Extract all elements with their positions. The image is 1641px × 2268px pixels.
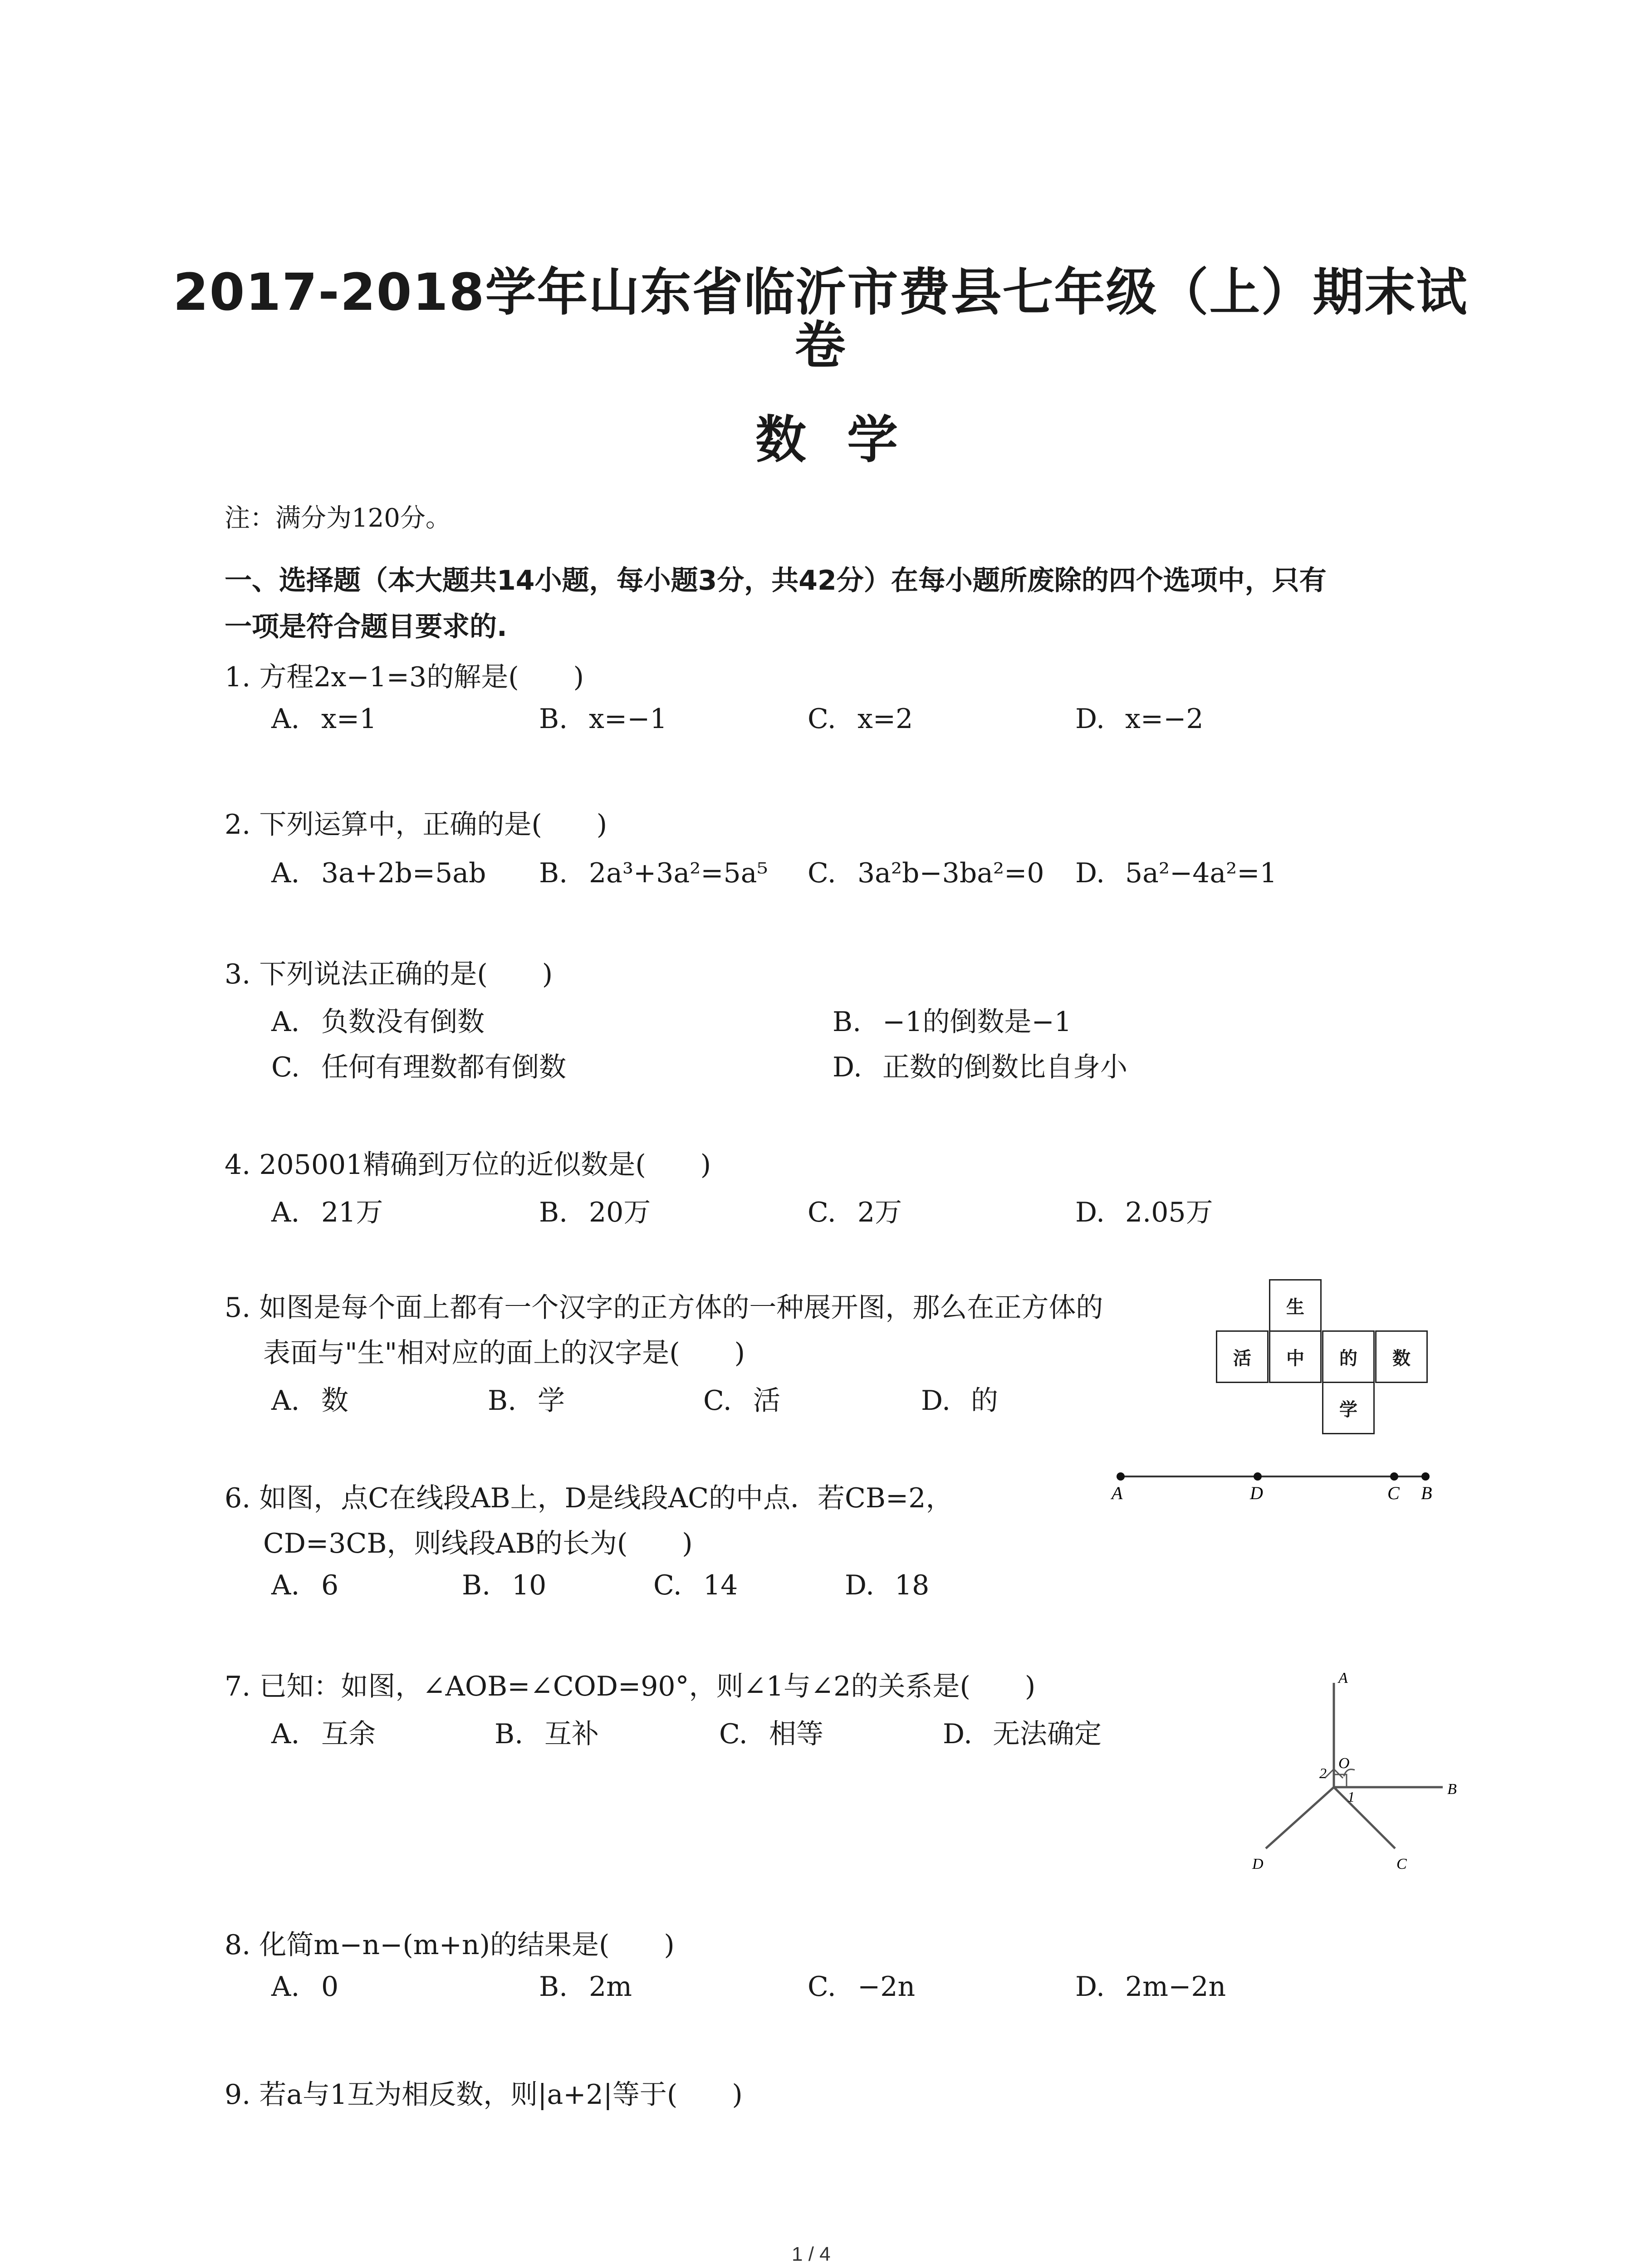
net-cell-row-2: 中 [1269,1330,1322,1383]
question-6-stem-line2: CD=3CB，则线段AB的长为( ) [263,1528,693,1559]
point-c-dot [1390,1472,1398,1481]
q5-option-a: A. 数 [271,1385,348,1417]
question-2-stem: 2. 下列运算中，正确的是( ) [225,809,607,841]
q1-option-d: D. x=−2 [1075,703,1204,735]
point-b-label: B [1421,1483,1432,1503]
q6-option-c: C. 14 [653,1569,738,1601]
net-cell-top: 生 [1269,1279,1322,1332]
q7-option-c: C. 相等 [719,1718,823,1750]
q4-option-a: A. 21万 [271,1197,383,1228]
q8-option-d: D. 2m−2n [1075,1971,1226,2003]
ray-od [1266,1787,1334,1848]
label-b: B [1447,1781,1457,1798]
q8-option-b: B. 2m [539,1971,632,2003]
question-3-stem: 3. 下列说法正确的是( ) [225,958,553,990]
ray-oc [1334,1787,1395,1848]
q6-option-b: B. 10 [462,1569,547,1601]
q4-option-b: B. 20万 [539,1197,651,1228]
net-cell-row-4: 数 [1375,1330,1428,1383]
question-5-stem-line2: 表面与"生"相对应的面上的汉字是( ) [263,1337,745,1369]
subject-heading: 数学 [755,411,939,469]
point-a-label: A [1112,1483,1123,1503]
q7-option-a: A. 互余 [271,1718,376,1750]
label-c: C [1396,1856,1407,1872]
label-a: A [1338,1670,1348,1686]
q4-option-d: D. 2.05万 [1075,1197,1213,1228]
segment-figure [1102,1463,1443,1504]
section-heading-line2: 一项是符合题目要求的. [225,611,507,643]
q5-option-c: C. 活 [703,1385,780,1417]
q5-option-b: B. 学 [488,1385,565,1417]
question-6-stem: 6. 如图，点C在线段AB上，D是线段AC的中点．若CB=2， [225,1482,953,1514]
net-cell-row-1: 活 [1216,1330,1269,1383]
q1-option-a: A. x=1 [271,703,377,735]
question-1-stem: 1. 方程2x−1=3的解是( ) [225,661,584,693]
point-a-dot [1117,1472,1125,1481]
q8-option-c: C. −2n [808,1971,916,2003]
label-angle-2: 2 [1319,1765,1327,1781]
point-c-label: C [1387,1483,1400,1503]
q2-option-a: A. 3a+2b=5ab [271,857,486,889]
page-title: 2017-2018学年山东省临沂市费县七年级（上）期末试 [173,263,1468,322]
section-heading-line1: 一、选择题（本大题共14小题，每小题3分，共42分）在每小题所废除的四个选项中，只有 [225,565,1327,596]
net-cell-bottom: 学 [1322,1382,1375,1434]
label-o: O [1338,1755,1350,1772]
q4-option-c: C. 2万 [808,1197,902,1228]
question-4-stem: 4. 205001精确到万位的近似数是( ) [225,1149,711,1181]
q7-option-b: B. 互补 [495,1718,599,1750]
q3-option-d: D. 正数的倒数比自身小 [833,1051,1127,1083]
q1-option-b: B. x=−1 [539,703,667,735]
label-angle-1: 1 [1347,1789,1355,1805]
angle-figure [1225,1669,1470,1882]
point-d-label: D [1250,1483,1263,1503]
q8-option-a: A. 0 [271,1971,339,2003]
label-d: D [1252,1856,1264,1872]
q1-option-c: C. x=2 [808,703,913,735]
q6-option-d: D. 18 [845,1569,930,1601]
page-title-continued: 卷 [794,316,847,375]
q2-option-d: D. 5a²−4a²=1 [1075,857,1277,889]
question-5-stem: 5. 如图是每个面上都有一个汉字的正方体的一种展开图，那么在正方体的 [225,1292,1103,1324]
right-angle-mark-aob [1334,1774,1347,1787]
question-8-stem: 8. 化简m−n−(m+n)的结果是( ) [225,1929,675,1961]
net-cell-row-3: 的 [1322,1330,1375,1383]
q2-option-b: B. 2a³+3a²=5a⁵ [539,857,768,889]
q3-option-c: C. 任何有理数都有倒数 [271,1051,566,1083]
question-9-stem: 9. 若a与1互为相反数，则|a+2|等于( ) [225,2079,743,2111]
q3-option-b: B. −1的倒数是−1 [833,1006,1072,1038]
q3-option-a: A. 负数没有倒数 [271,1006,485,1038]
q6-option-a: A. 6 [271,1569,339,1601]
point-d-dot [1254,1472,1262,1481]
page-number: 1 / 4 [792,2243,831,2265]
q5-option-d: D. 的 [921,1385,998,1417]
q7-option-d: D. 无法确定 [943,1718,1102,1750]
score-note: 注：满分为120分。 [225,503,451,533]
question-7-stem: 7. 已知：如图，∠AOB=∠COD=90°，则∠1与∠2的关系是( ) [225,1671,1036,1702]
point-b-dot [1421,1472,1430,1481]
q2-option-c: C. 3a²b−3ba²=0 [808,857,1044,889]
